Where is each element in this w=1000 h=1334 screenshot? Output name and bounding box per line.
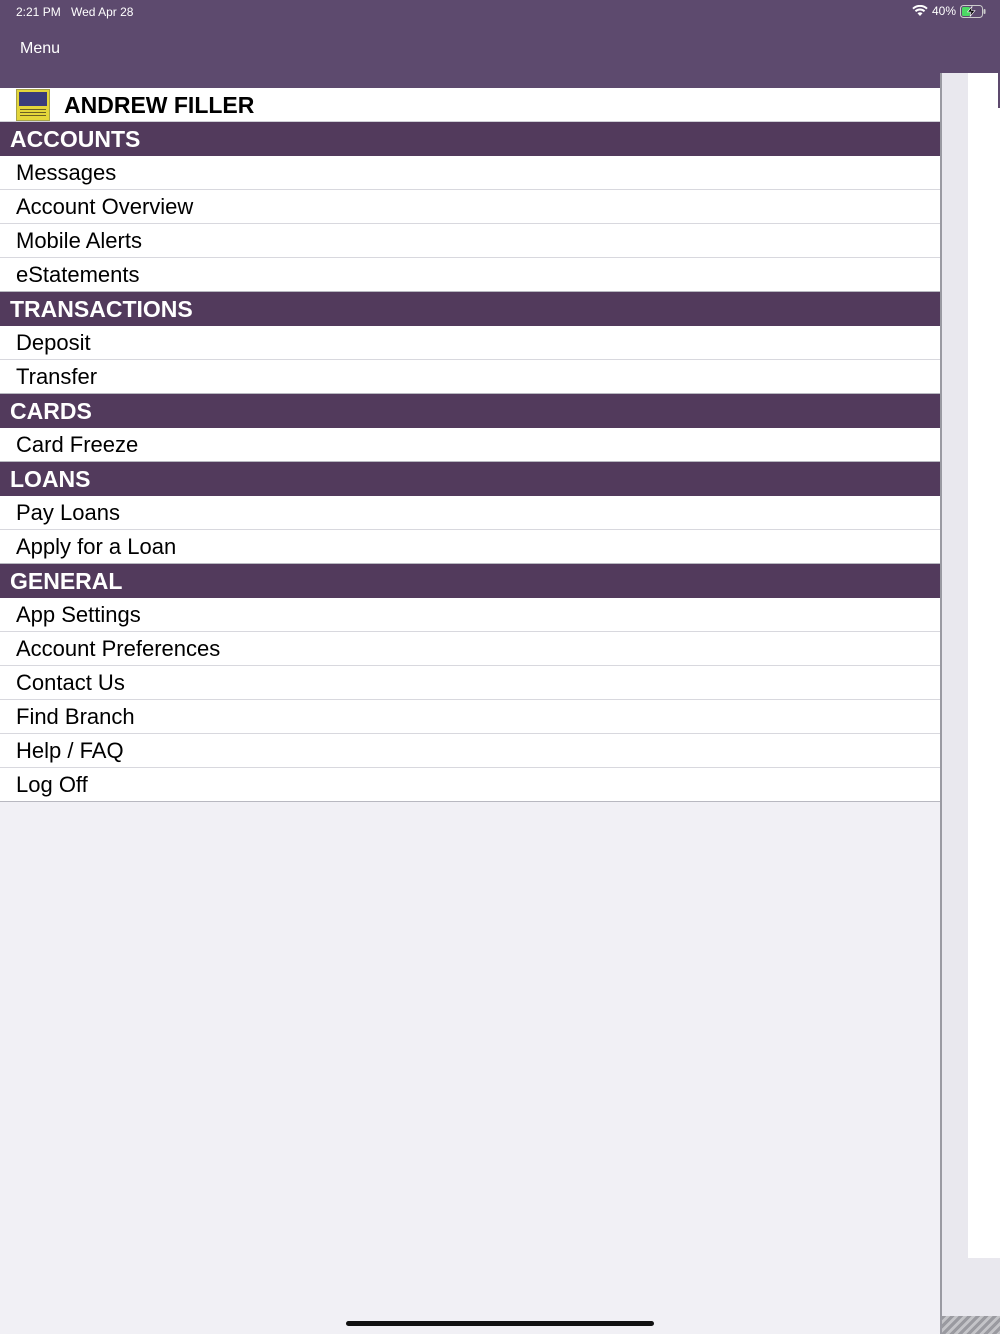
menu-item-estatements[interactable]: eStatements [0,258,940,292]
user-profile-row [0,88,940,122]
menu-item-mobile-alerts[interactable]: Mobile Alerts [0,224,940,258]
status-indicators [912,4,986,18]
side-menu [0,88,940,1334]
credit-union-logo [16,89,50,121]
content-panel-edge [940,73,1000,1334]
menu-item-messages[interactable]: Messages [0,156,940,190]
nav-title[interactable]: Menu [20,40,61,57]
menu-item-transfer[interactable]: Transfer [0,360,940,394]
section-header-general: GENERAL [0,564,940,598]
wifi-icon [912,5,928,17]
menu-item-deposit[interactable]: Deposit [0,326,940,360]
menu-item-help-faq[interactable]: Help / FAQ [0,734,940,768]
status-bar [0,0,1000,24]
menu-sections [0,122,940,802]
status-date: Wed Apr 28 [71,5,134,19]
section-header-accounts: ACCOUNTS [0,122,940,156]
section-header-transactions: TRANSACTIONS [0,292,940,326]
app-header [0,0,1000,73]
section-header-loans: LOANS [0,462,940,496]
menu-item-log-off[interactable]: Log Off [0,768,940,802]
menu-item-card-freeze[interactable]: Card Freeze [0,428,940,462]
section-header-cards: CARDS [0,394,940,428]
menu-item-apply-for-a-loan[interactable]: Apply for a Loan [0,530,940,564]
header-divider-band [0,73,940,88]
menu-item-pay-loans[interactable]: Pay Loans [0,496,940,530]
status-time: 2:21 PM [16,5,61,19]
menu-item-account-overview[interactable]: Account Overview [0,190,940,224]
menu-item-account-preferences[interactable]: Account Preferences [0,632,940,666]
battery-percent: 40% [931,4,956,18]
battery-charging-icon [960,5,986,18]
menu-item-contact-us[interactable]: Contact Us [0,666,940,700]
home-indicator[interactable] [346,1321,654,1326]
menu-item-find-branch[interactable]: Find Branch [0,700,940,734]
user-name: ANDREW FILLER [64,92,255,118]
menu-item-app-settings[interactable]: App Settings [0,598,940,632]
